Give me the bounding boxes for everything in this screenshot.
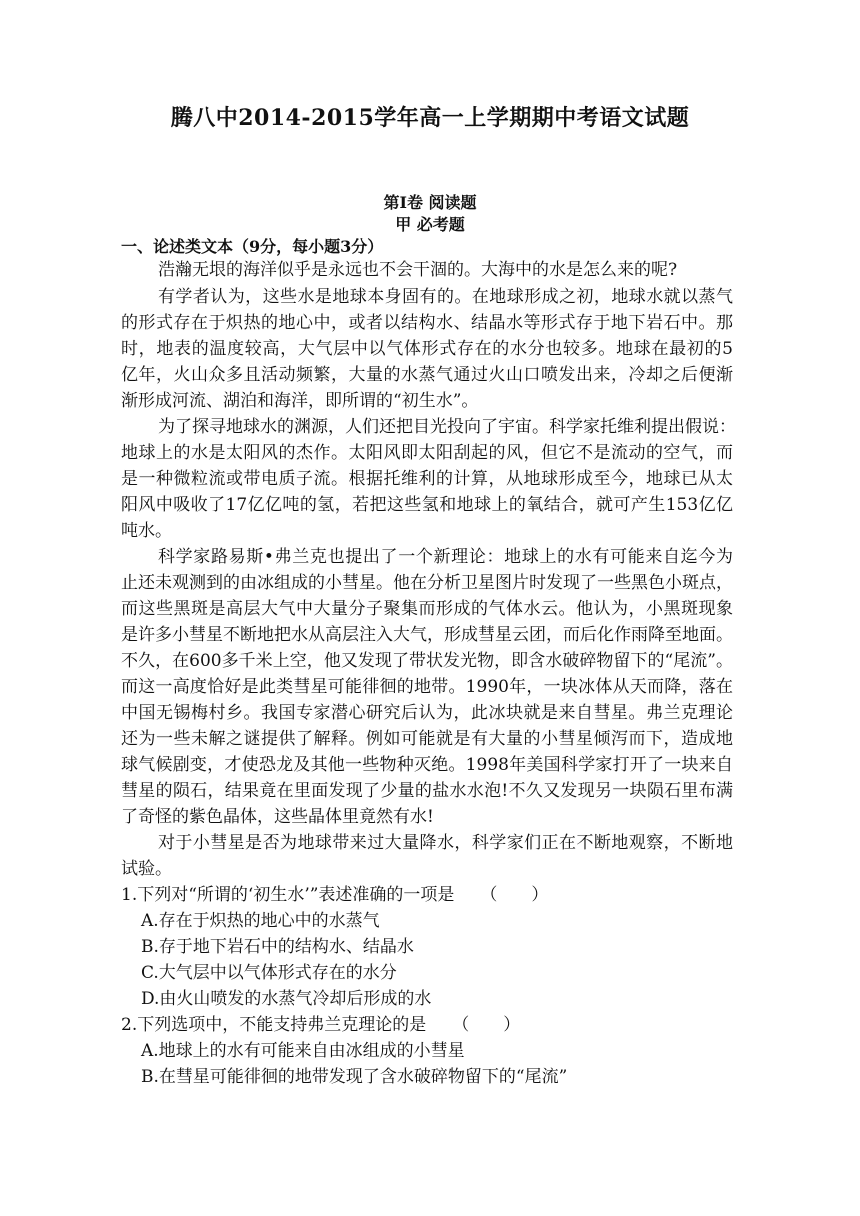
exam-title: 腾八中2014-2015学年高一上学期期中考语文试题 bbox=[170, 105, 690, 131]
answer-blank: （ ） bbox=[452, 1015, 521, 1035]
passage-line: 渐形成河流、湖泊和海洋，即所谓的“初生水”。 bbox=[121, 391, 479, 411]
passage-line: 浩瀚无垠的海洋似乎是永远也不会干涸的。大海中的水是怎么来的呢? bbox=[158, 260, 678, 280]
option-item: A.存在于炽热的地心中的水蒸气 bbox=[141, 911, 380, 931]
passage-line: 是一种微粒流或带电质子流。根据托维利的计算，从地球形成至今，地球已从太 bbox=[121, 469, 733, 489]
option-item: B.存于地下岩石中的结构水、结晶水 bbox=[141, 937, 414, 957]
answer-blank: （ ） bbox=[480, 885, 549, 905]
question-1-stem: 1.下列对“所谓的‘初生水’”表述准确的一项是 bbox=[121, 885, 455, 905]
passage-line: 有学者认为，这些水是地球本身固有的。在地球形成之初，地球水就以蒸气 bbox=[158, 287, 733, 307]
section-heading: 第Ⅰ卷 阅读题 bbox=[383, 193, 477, 212]
option-item: A.地球上的水有可能来自由冰组成的小彗星 bbox=[141, 1041, 465, 1061]
passage-line: 为了探寻地球水的渊源，人们还把目光投向了宇宙。科学家托维利提出假说： bbox=[158, 417, 736, 437]
question-2-stem: 2.下列选项中，不能支持弗兰克理论的是 bbox=[121, 1015, 427, 1035]
passage-line: 阳风中吸收了17亿亿吨的氢，若把这些氢和地球上的氧结合，就可产生153亿亿 bbox=[121, 495, 733, 515]
passage-line: 而这些黑斑是高层大气中大量分子聚集而形成的气体水云。他认为，小黑斑现象 bbox=[121, 599, 733, 619]
passage-line: 对于小彗星是否为地球带来过大量降水，科学家们正在不断地观察，不断地 bbox=[158, 833, 733, 853]
passage-line: 彗星的陨石，结果竟在里面发现了少量的盐水水泡!不久又发现另一块陨石里布满 bbox=[121, 781, 733, 801]
passage-line: 而这一高度恰好是此类彗星可能徘徊的地带。1990年，一块冰体从天而降，落在 bbox=[121, 677, 733, 697]
passage-line: 吨水。 bbox=[121, 521, 172, 541]
passage-line: 了奇怪的紫色晶体，这些晶体里竟然有水! bbox=[121, 807, 434, 827]
passage-line: 止还未观测到的由冰组成的小彗星。他在分析卫星图片时发现了一些黑色小斑点， bbox=[121, 573, 733, 593]
passage-line: 的形式存在于炽热的地心中，或者以结构水、结晶水等形式存于地下岩石中。那 bbox=[121, 313, 733, 333]
passage-line: 试验。 bbox=[121, 859, 172, 879]
passage-line: 中国无锡梅村乡。我国专家潜心研究后认为，此冰块就是来自彗星。弗兰克理论 bbox=[121, 703, 733, 723]
passage-line: 时，地表的温度较高，大气层中以气体形式存在的水分也较多。地球在最初的5 bbox=[121, 339, 733, 359]
passage-line: 地球上的水是太阳风的杰作。太阳风即太阳刮起的风，但它不是流动的空气，而 bbox=[121, 443, 733, 463]
passage-line: 还为一些未解之谜提供了解释。例如可能就是有大量的小彗星倾泻而下，造成地 bbox=[121, 729, 733, 749]
passage-line: 不久，在600多千米上空，他又发现了带状发光物，即含水破碎物留下的“尾流”。 bbox=[121, 651, 733, 671]
question-stem bbox=[121, 885, 548, 905]
passage-line: 科学家路易斯•弗兰克也提出了一个新理论：地球上的水有可能来自迄今为 bbox=[158, 547, 733, 567]
passage-line: 亿年，火山众多且活动频繁，大量的水蒸气通过火山口喷发出来，冷却之后便渐 bbox=[121, 365, 733, 385]
question-stem bbox=[121, 1015, 520, 1035]
passage-line: 球气候剧变，才使恐龙及其他一些物种灭绝。1998年美国科学家打开了一块来自 bbox=[121, 755, 733, 775]
subsection-heading: 甲 必考题 bbox=[395, 215, 465, 234]
option-item: C.大气层中以气体形式存在的水分 bbox=[141, 963, 397, 983]
option-item: D.由火山喷发的水蒸气冷却后形成的水 bbox=[141, 989, 432, 1009]
option-item: B.在彗星可能徘徊的地带发现了含水破碎物留下的“尾流” bbox=[141, 1067, 568, 1087]
part-heading: 一、论述类文本（9分，每小题3分） bbox=[121, 237, 384, 256]
passage-line: 是许多小彗星不断地把水从高层注入大气，形成彗星云团，而后化作雨降至地面。 bbox=[121, 625, 733, 645]
